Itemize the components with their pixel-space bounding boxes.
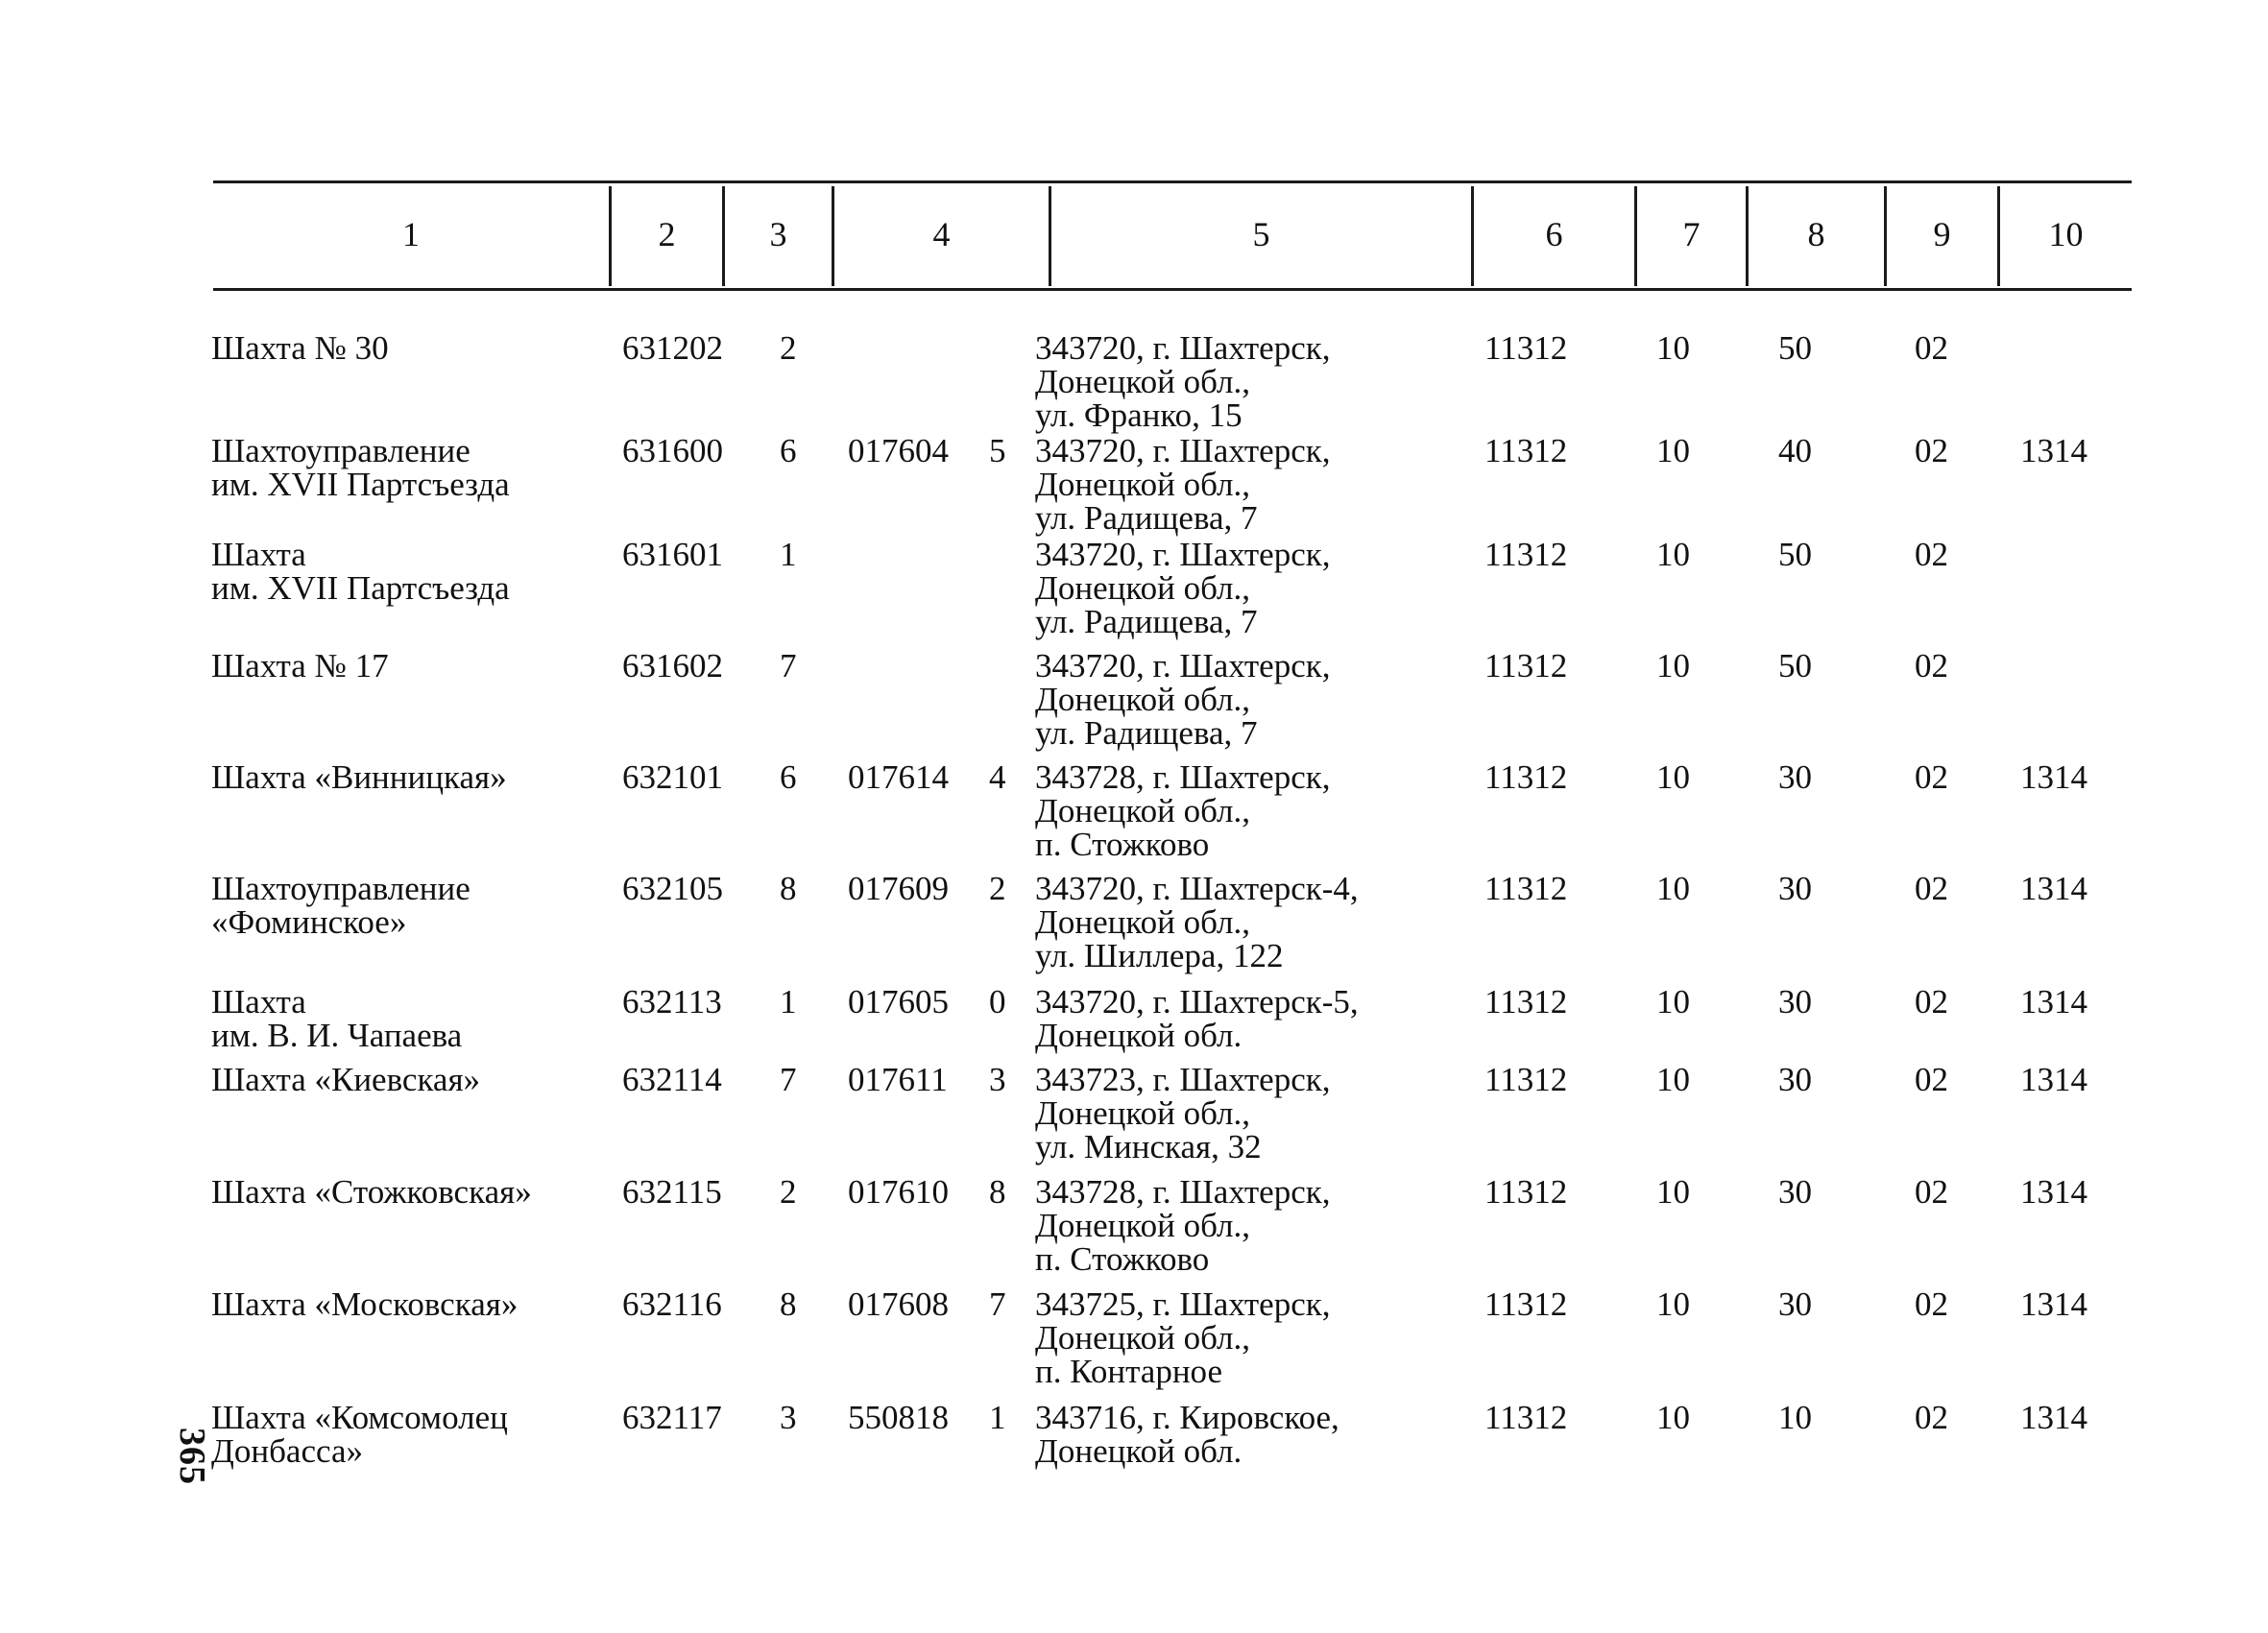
code-column-4: 017614 [848,758,949,796]
postal-address-line: п. Стожково [1035,826,1210,863]
code-column-7: 10 [1656,1285,1690,1323]
postal-address [1035,1175,1331,1276]
enterprise-name-line: им. В. И. Чапаева [211,1017,463,1054]
code-column-9: 02 [1915,1061,1948,1098]
code-column-6: 11312 [1484,1399,1568,1436]
postal-address [1035,760,1331,861]
postal-address-line: ул. Радищева, 7 [1035,603,1258,640]
postal-address [1035,985,1359,1052]
enterprise-name [211,331,389,365]
code-column-10: 1314 [2020,1285,2087,1323]
enterprise-name [211,1401,508,1468]
code-column-2: 632115 [622,1173,722,1211]
code-column-3: 2 [780,1173,797,1211]
code-column-10: 1314 [2020,983,2087,1021]
enterprise-name [211,538,510,605]
code-column-9: 02 [1915,1285,1948,1323]
enterprise-name-line: Шахтоуправление [211,870,470,907]
postal-address-line: ул. Минская, 32 [1035,1128,1262,1165]
code-column-9: 02 [1915,758,1948,796]
postal-address [1035,1063,1331,1164]
code-column-8: 50 [1778,329,1812,367]
enterprise-name-line: им. XVII Партсъезда [211,466,510,503]
code-column-8: 50 [1778,536,1812,573]
postal-address-line: 343720, г. Шахтерск-4, [1035,870,1359,907]
code-column-3: 1 [780,983,797,1021]
code-column-3: 3 [780,1399,797,1436]
code-column-3: 8 [780,870,797,907]
code-column-3: 7 [780,1061,797,1098]
code-column-6: 11312 [1484,983,1568,1021]
code-column-9: 02 [1915,1399,1948,1436]
code-column-8: 30 [1778,1173,1812,1211]
enterprise-name [211,760,507,794]
code-column-3: 1 [780,536,797,573]
code-column-8: 40 [1778,432,1812,469]
code-column-2: 632114 [622,1061,722,1098]
enterprise-name-line: Шахта «Комсомолец [211,1399,508,1436]
code-column-2: 632105 [622,870,723,907]
enterprise-name-line: Шахта «Московская» [211,1285,519,1323]
postal-address-line: 343725, г. Шахтерск, [1035,1285,1331,1323]
code-column-3: 6 [780,432,797,469]
code-column-4-check-digit: 5 [989,432,1006,469]
code-column-9: 02 [1915,329,1948,367]
code-column-8: 30 [1778,983,1812,1021]
column-header-9: 9 [1933,215,1951,253]
code-column-6: 11312 [1484,1285,1568,1323]
code-column-8: 30 [1778,1285,1812,1323]
code-column-7: 10 [1656,1061,1690,1098]
code-column-2: 631601 [622,536,723,573]
code-column-8: 10 [1778,1399,1812,1436]
code-column-6: 11312 [1484,870,1568,907]
postal-address [1035,331,1331,432]
postal-address-line: 343720, г. Шахтерск, [1035,536,1331,573]
enterprise-name [211,1063,480,1096]
postal-address-line: Донецкой обл., [1035,1094,1250,1132]
code-column-4-check-digit: 0 [989,983,1006,1021]
postal-address-line: Донецкой обл. [1035,1432,1243,1470]
postal-address-line: Донецкой обл., [1035,363,1250,400]
enterprise-name-line: им. XVII Партсъезда [211,569,510,607]
postal-address-line: 343720, г. Шахтерск, [1035,647,1331,684]
postal-address-line: Донецкой обл., [1035,681,1250,718]
postal-address-line: Донецкой обл. [1035,1017,1243,1054]
code-column-4: 017609 [848,870,949,907]
postal-address-line: 343720, г. Шахтерск, [1035,432,1331,469]
code-column-6: 11312 [1484,1061,1568,1098]
column-header-3: 3 [769,215,787,253]
enterprise-name-line: Шахта «Стожковская» [211,1173,532,1211]
code-column-2: 631602 [622,647,723,684]
column-header-6: 6 [1545,215,1563,253]
code-column-4-check-digit: 4 [989,758,1006,796]
code-column-10: 1314 [2020,870,2087,907]
code-column-4: 017604 [848,432,949,469]
code-column-3: 7 [780,647,797,684]
postal-address-line: 343728, г. Шахтерск, [1035,758,1331,796]
postal-address-line: ул. Шиллера, 122 [1035,937,1284,974]
code-column-9: 02 [1915,870,1948,907]
enterprise-name [211,1175,532,1209]
code-column-10: 1314 [2020,1061,2087,1098]
code-column-4-check-digit: 3 [989,1061,1006,1098]
code-column-6: 11312 [1484,536,1568,573]
postal-address-line: Донецкой обл., [1035,903,1250,941]
column-header-7: 7 [1682,215,1701,253]
code-column-2: 632116 [622,1285,722,1323]
postal-address-line: п. Стожково [1035,1240,1210,1278]
postal-address-line: 343720, г. Шахтерск-5, [1035,983,1359,1021]
code-column-6: 11312 [1484,758,1568,796]
postal-address [1035,538,1331,638]
column-header-4: 4 [932,215,951,253]
column-header-5: 5 [1252,215,1270,253]
code-column-4: 017608 [848,1285,949,1323]
enterprise-name-line: Шахта «Винницкая» [211,758,507,796]
postal-address-line: 343716, г. Кировское, [1035,1399,1339,1436]
postal-address-line: Донецкой обл., [1035,1207,1250,1244]
postal-address [1035,1401,1339,1468]
postal-address-line: п. Контарное [1035,1353,1223,1390]
code-column-6: 11312 [1484,647,1568,684]
code-column-4-check-digit: 7 [989,1285,1006,1323]
code-column-7: 10 [1656,1399,1690,1436]
postal-address-line: Донецкой обл., [1035,466,1250,503]
enterprise-name-line: Шахта № 17 [211,647,389,684]
page-number: 365 [172,1428,212,1485]
enterprise-name [211,434,510,501]
code-column-7: 10 [1656,983,1690,1021]
postal-address-line: 343723, г. Шахтерск, [1035,1061,1331,1098]
code-column-4: 017610 [848,1173,949,1211]
code-column-3: 6 [780,758,797,796]
table-header-rule [213,288,2132,291]
code-column-9: 02 [1915,1173,1948,1211]
code-column-8: 50 [1778,647,1812,684]
code-column-7: 10 [1656,647,1690,684]
enterprise-name [211,985,462,1052]
code-column-7: 10 [1656,758,1690,796]
code-column-9: 02 [1915,647,1948,684]
code-column-7: 10 [1656,870,1690,907]
enterprise-name [211,649,389,683]
postal-address-line: Донецкой обл., [1035,569,1250,607]
code-column-6: 11312 [1484,329,1568,367]
column-header-8: 8 [1807,215,1825,253]
code-column-9: 02 [1915,983,1948,1021]
code-column-3: 8 [780,1285,797,1323]
column-header-1: 1 [402,215,420,253]
code-column-10: 1314 [2020,1399,2087,1436]
code-column-2: 632113 [622,983,722,1021]
postal-address-line: Донецкой обл., [1035,792,1250,829]
postal-address [1035,649,1331,750]
postal-address [1035,434,1331,535]
enterprise-name-line: Шахта [211,983,306,1021]
code-column-4-check-digit: 2 [989,870,1006,907]
postal-address-line: Донецкой обл., [1035,1319,1250,1357]
code-column-10: 1314 [2020,758,2087,796]
enterprise-name-line: Шахта «Киевская» [211,1061,481,1098]
column-header-10: 10 [2048,215,2084,253]
code-column-6: 11312 [1484,1173,1568,1211]
code-column-9: 02 [1915,536,1948,573]
code-column-4-check-digit: 1 [989,1399,1006,1436]
code-column-7: 10 [1656,536,1690,573]
postal-address [1035,1287,1331,1388]
code-column-7: 10 [1656,432,1690,469]
postal-address [1035,872,1359,973]
code-column-3: 2 [780,329,797,367]
postal-address-line: ул. Франко, 15 [1035,396,1243,434]
code-column-4: 017605 [848,983,949,1021]
code-column-2: 631202 [622,329,723,367]
enterprise-name-line: «Фоминское» [211,903,407,941]
code-column-2: 632117 [622,1399,722,1436]
enterprise-name [211,1287,518,1321]
code-column-4-check-digit: 8 [989,1173,1006,1211]
enterprise-name-line: Шахта № 30 [211,329,389,367]
postal-address-line: ул. Радищева, 7 [1035,499,1258,537]
code-column-8: 30 [1778,870,1812,907]
code-column-10: 1314 [2020,432,2087,469]
postal-address-line: 343728, г. Шахтерск, [1035,1173,1331,1211]
postal-address-line: 343720, г. Шахтерск, [1035,329,1331,367]
enterprise-name-line: Донбасса» [211,1432,363,1470]
code-column-4: 017611 [848,1061,948,1098]
enterprise-name-line: Шахта [211,536,306,573]
code-column-8: 30 [1778,758,1812,796]
code-column-9: 02 [1915,432,1948,469]
enterprise-name-line: Шахтоуправление [211,432,470,469]
code-column-6: 11312 [1484,432,1568,469]
code-column-4: 550818 [848,1399,949,1436]
code-column-7: 10 [1656,329,1690,367]
postal-address-line: ул. Радищева, 7 [1035,714,1258,752]
code-column-8: 30 [1778,1061,1812,1098]
code-column-2: 632101 [622,758,723,796]
code-column-10: 1314 [2020,1173,2087,1211]
enterprise-name [211,872,470,939]
column-header-2: 2 [658,215,676,253]
code-column-2: 631600 [622,432,723,469]
code-column-7: 10 [1656,1173,1690,1211]
